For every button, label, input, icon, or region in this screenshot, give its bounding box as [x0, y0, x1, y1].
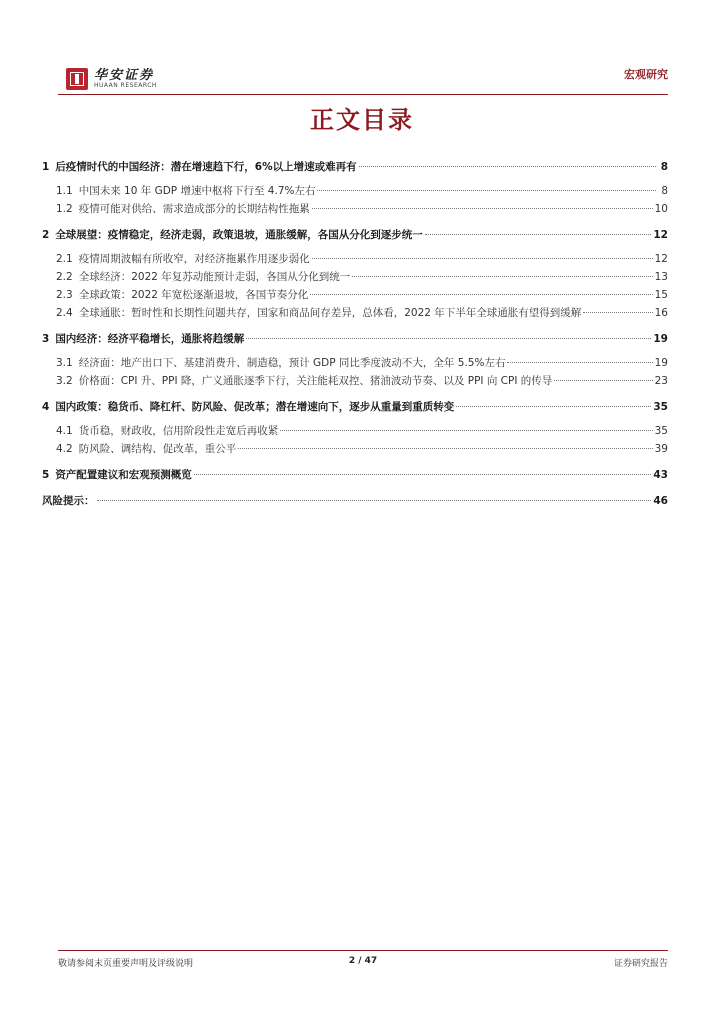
- toc-entry-title: 后疫情时代的中国经济：潜在增速趋下行，6%以上增速或难再有: [55, 161, 357, 173]
- toc-entry-number: 2.3: [56, 289, 73, 301]
- toc-entry-number: 2.4: [56, 307, 73, 319]
- toc-leader-dots: [456, 406, 651, 407]
- toc-subsection-entry[interactable]: [42, 202, 668, 216]
- toc-entry-page: 12: [653, 229, 668, 241]
- toc-entry-title: 价格面：CPI 升、PPI 降，广义通胀逐季下行，关注能耗双控、猪油波动节奏、以及 PPI 向 CPI 的传导: [78, 375, 553, 387]
- page-header: [58, 58, 668, 98]
- toc-entry-page: 16: [654, 307, 668, 319]
- toc-entry-page: 35: [654, 425, 668, 437]
- toc-entry-page: 19: [653, 333, 668, 345]
- company-logo-subtitle: HUAAN RESEARCH: [94, 82, 157, 89]
- toc-entry-page: 46: [653, 495, 668, 507]
- toc-section-entry[interactable]: [42, 228, 668, 242]
- toc-entry-title: 货币稳，财政收，信用阶段性走宽后再收紧: [78, 425, 279, 437]
- toc-entry-title: 全球通胀：暂时性和长期性问题共存，国家和商品间存差异，总体看，2022 年下半年全球通胀有望得到缓解: [78, 307, 582, 319]
- toc-entry-number: 1.2: [56, 203, 73, 215]
- toc-entry-number: 4.1: [56, 425, 73, 437]
- toc-section-entry[interactable]: [42, 468, 668, 482]
- toc-entry-title: 疫情周期波幅有所收窄，对经济拖累作用逐步弱化: [78, 253, 310, 265]
- toc-entry-title: 中国未来 10 年 GDP 增速中枢将下行至 4.7%左右: [78, 185, 316, 197]
- toc-entry-page: 8: [660, 161, 668, 173]
- toc-entry-title: 防风险、调结构、促改革，重公平: [78, 443, 237, 455]
- toc-leader-dots: [312, 208, 653, 209]
- page-number: 2 / 47: [348, 956, 378, 966]
- toc-entry-number: 1.1: [56, 185, 73, 197]
- toc-entry-page: 43: [653, 469, 668, 481]
- toc-entry-number: 5: [42, 469, 50, 481]
- toc-entry-title: 国内政策：稳货币、降杠杆、防风险、促改革；潜在增速向下，逐步从重量到重质转变: [55, 401, 455, 413]
- toc-entry-page: 13: [654, 271, 668, 283]
- toc-leader-dots: [246, 338, 651, 339]
- toc-leader-dots: [359, 166, 656, 167]
- toc-entry-page: 39: [654, 443, 668, 455]
- toc-entry-title: 风险提示：: [42, 495, 95, 507]
- company-logo-name: 华安证券: [94, 68, 155, 83]
- toc-subsection-entry[interactable]: [42, 184, 668, 198]
- toc-entry-page: 23: [654, 375, 668, 387]
- toc-entry-page: 8: [661, 185, 668, 197]
- toc-leader-dots: [97, 500, 652, 501]
- toc-leader-dots: [507, 362, 652, 363]
- toc-entry-number: 3: [42, 333, 50, 345]
- toc-leader-dots: [554, 380, 652, 381]
- toc-leader-dots: [583, 312, 652, 313]
- toc-entry-number: 2.2: [56, 271, 73, 283]
- toc-subsection-entry[interactable]: [42, 374, 668, 388]
- toc-leader-dots: [310, 294, 652, 295]
- toc-entry-number: 3.2: [56, 375, 73, 387]
- toc-subsection-entry[interactable]: [42, 442, 668, 456]
- toc-entry-number: 4.2: [56, 443, 73, 455]
- toc-entry-number: 2.1: [56, 253, 73, 265]
- toc-leader-dots: [317, 190, 656, 191]
- toc-leader-dots: [352, 276, 652, 277]
- toc-entry-title: 资产配置建议和宏观预测概览: [55, 469, 192, 481]
- toc-entry-title: 全球展望：疫情稳定，经济走弱，政策退坡，通胀缓解，各国从分化到逐步统一: [55, 229, 423, 241]
- toc-subsection-entry[interactable]: [42, 252, 668, 266]
- footer-report-type: 证券研究报告: [613, 959, 668, 969]
- company-logo-icon: [66, 68, 88, 90]
- toc-section-entry[interactable]: [42, 494, 668, 508]
- toc-entry-number: 3.1: [56, 357, 73, 369]
- toc-leader-dots: [194, 474, 652, 475]
- footer-divider: [58, 950, 668, 951]
- toc-entry-title: 全球经济：2022 年复苏动能预计走弱，各国从分化到统一: [78, 271, 351, 283]
- toc-entry-number: 4: [42, 401, 50, 413]
- page-title: 正文目录: [310, 106, 414, 134]
- toc-section-entry[interactable]: [42, 332, 668, 346]
- toc-subsection-entry[interactable]: [42, 306, 668, 320]
- toc-entry-page: 35: [653, 401, 668, 413]
- table-of-contents: [42, 160, 668, 512]
- header-divider: [58, 94, 668, 95]
- toc-entry-page: 10: [654, 203, 668, 215]
- toc-entry-title: 国内经济：经济平稳增长，通胀将趋缓解: [55, 333, 245, 345]
- toc-leader-dots: [280, 430, 652, 431]
- toc-entry-title: 全球政策：2022 年宽松逐渐退坡，各国节奏分化: [78, 289, 309, 301]
- toc-entry-number: 2: [42, 229, 50, 241]
- footer-disclaimer: 敬请参阅末页重要声明及评级说明: [58, 959, 194, 969]
- toc-entry-page: 15: [654, 289, 668, 301]
- toc-section-entry[interactable]: [42, 400, 668, 414]
- toc-subsection-entry[interactable]: [42, 288, 668, 302]
- section-label: 宏观研究: [624, 68, 668, 81]
- toc-section-entry[interactable]: [42, 160, 668, 174]
- toc-entry-number: 1: [42, 161, 50, 173]
- toc-entry-page: 19: [654, 357, 668, 369]
- toc-leader-dots: [238, 448, 652, 449]
- toc-entry-title: 经济面：地产出口下、基建消费升、制造稳，预计 GDP 同比季度波动不大，全年 5.5%左右: [78, 357, 506, 369]
- toc-entry-page: 12: [654, 253, 668, 265]
- toc-subsection-entry[interactable]: [42, 356, 668, 370]
- toc-subsection-entry[interactable]: [42, 424, 668, 438]
- page-footer: [58, 950, 668, 980]
- toc-leader-dots: [425, 234, 652, 235]
- toc-entry-title: 疫情可能对供给、需求造成部分的长期结构性拖累: [78, 203, 310, 215]
- toc-leader-dots: [312, 258, 653, 259]
- toc-subsection-entry[interactable]: [42, 270, 668, 284]
